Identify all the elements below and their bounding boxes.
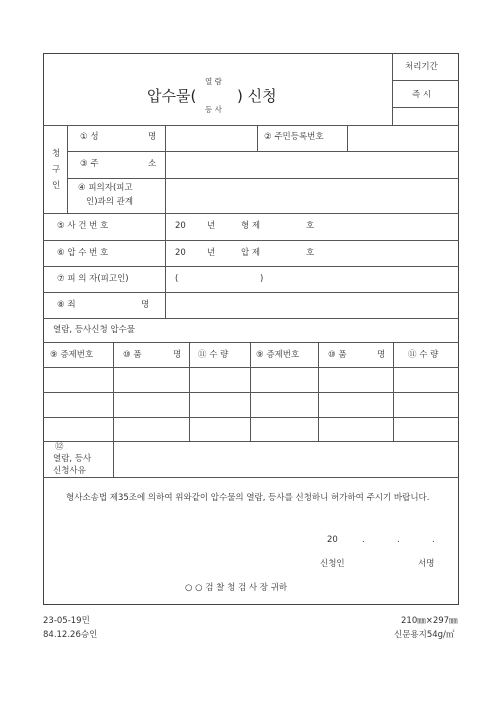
col-header-evidence-no-2: ⑨ 증제번호 [256, 350, 300, 360]
divider [43, 318, 459, 319]
form-title: 압수물( [147, 87, 197, 105]
relation-label-line1: ④ 피의자(피고 [78, 183, 133, 193]
signature-label: 서명 [418, 559, 435, 569]
processing-period-label: 처리기간 [405, 62, 438, 72]
relation-label-line2: 인)과의 관계 [86, 197, 134, 207]
address-label-end: 소 [148, 159, 157, 169]
form-title-suffix: ) 신청 [237, 87, 277, 105]
case-number-unit: 호 [306, 221, 315, 231]
date-sep-1: . [362, 535, 365, 545]
divider [165, 151, 166, 318]
reason-number: ⑫ [55, 442, 64, 452]
divider [43, 213, 459, 214]
divider [43, 125, 459, 126]
form-number: 23-05-19민 [43, 616, 90, 626]
case-number-year: 20 [175, 221, 186, 231]
approval-date: 84.12.26승인 [43, 630, 98, 640]
divider [393, 342, 394, 441]
reason-label-line1: 열람, 등사 [53, 454, 92, 464]
divider [250, 342, 251, 441]
divider [43, 392, 459, 393]
applicant-side-label-2: 구 [52, 165, 61, 175]
seizure-number-year: 20 [175, 248, 186, 258]
case-number-year-unit: 년 [207, 221, 216, 231]
name-label: ① 성 [80, 132, 99, 142]
col-header-evidence-no: ⑨ 증제번호 [50, 350, 94, 360]
divider [67, 125, 68, 213]
paper-size: 210㎜×297㎜ [401, 616, 458, 626]
reason-label-line2: 신청사유 [53, 466, 86, 476]
form-title-option-copy: 등 사 [205, 105, 222, 114]
divider [67, 151, 459, 152]
name-label-end: 명 [148, 132, 157, 142]
col-header-item-end-2: 명 [377, 350, 386, 360]
date-sep-2: . [397, 535, 400, 545]
resident-number-label: ② 주민등록번호 [264, 132, 324, 142]
divider [67, 178, 459, 179]
suspect-paren-close: ) [260, 274, 264, 284]
crime-label-end: 명 [141, 300, 150, 310]
application-statement [56, 487, 448, 510]
case-number-type: 형 제 [241, 221, 261, 231]
paper-type: 신문용지54g/㎡ [394, 630, 455, 640]
divider [43, 266, 459, 267]
divider [43, 477, 459, 478]
date-year: 20 [327, 535, 338, 545]
seizure-number-year-unit: 년 [207, 248, 216, 258]
processing-period-value: 즉 시 [412, 90, 432, 100]
case-number-label: ⑤ 사 건 번 호 [57, 221, 109, 231]
divider [392, 80, 459, 81]
divider [43, 417, 459, 418]
form-title-option-view: 열 람 [205, 77, 222, 86]
divider [43, 240, 459, 241]
address-label: ③ 주 [80, 159, 99, 169]
date-sep-3: . [432, 535, 435, 545]
divider [43, 441, 459, 442]
statement-text: 형사소송법 제35조에 의하여 위와같이 압수물의 열람, 등사를 신청하니 허가하여 주시기 바랍니다. [66, 493, 430, 503]
divider [43, 342, 459, 343]
crime-label: ⑧ 죄 [57, 300, 76, 310]
divider [165, 125, 166, 151]
divider [113, 342, 114, 477]
applicant-side-label-1: 청 [52, 149, 61, 159]
divider [392, 53, 393, 125]
divider [318, 342, 319, 441]
addressee: ○ ○ 검 찰 청 검 사 장 귀하 [185, 583, 288, 593]
seizure-number-type: 압 제 [241, 248, 261, 258]
col-header-item: ⑩ 품 [123, 350, 142, 360]
divider [43, 367, 459, 368]
items-section-title: 열람, 등사신청 압수물 [53, 325, 136, 335]
suspect-paren-open: ( [175, 274, 179, 284]
suspect-label: ⑦ 피 의 자(피고인) [57, 274, 129, 284]
divider [189, 342, 190, 441]
divider [43, 292, 459, 293]
divider [392, 107, 459, 108]
seizure-number-unit: 호 [306, 248, 315, 258]
applicant-signature-label: 신청인 [320, 559, 345, 569]
col-header-item-2: ⑩ 품 [328, 350, 347, 360]
col-header-quantity-2: ⑪ 수 량 [408, 350, 439, 360]
col-header-item-end: 명 [173, 350, 182, 360]
col-header-quantity: ⑪ 수 량 [198, 350, 229, 360]
divider [347, 125, 348, 151]
seizure-number-label: ⑥ 압 수 번 호 [57, 248, 109, 258]
applicant-side-label-3: 인 [52, 181, 61, 191]
divider [257, 125, 258, 151]
